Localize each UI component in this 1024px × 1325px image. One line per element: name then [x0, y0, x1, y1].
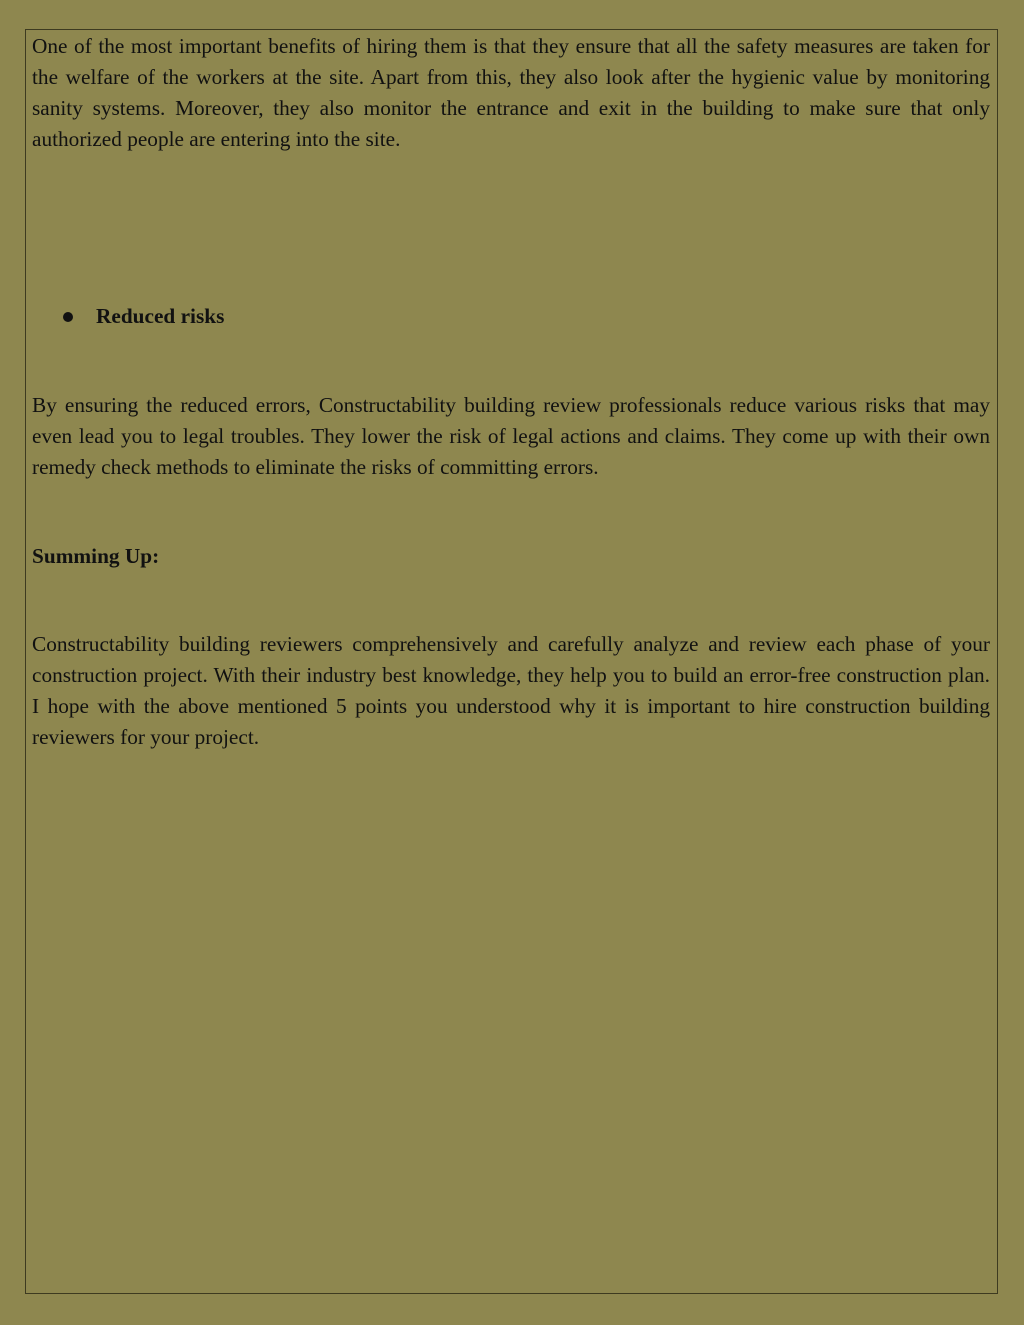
paragraph-safety-measures: One of the most important benefits of hiring them is that they ensure that all the safety measures are taken for the welfare of the workers at the site. Apart from this, they also look after the hygienic value by monitoring sanity systems. Moreover, they also monitor the entrance and exit in the building to make sure that only authorized people are entering into the site. [32, 34, 990, 151]
paragraph-reduced-risks: By ensuring the reduced errors, Constructability building review professionals reduce various risks that may even lead you to legal troubles. They lower the risk of legal actions and claims. They come up with their own remedy check methods to eliminate the risks of committing errors. [32, 393, 990, 479]
bullet-dot-icon [63, 312, 73, 322]
paragraph-summary: Constructability building reviewers comprehensively and carefully analyze and review each phase of your construction project. With their industry best knowledge, they help you to build an error-free construction plan. I hope with the above mentioned 5 points you understood why it is important to hire construction building reviewers for your project. [32, 632, 990, 749]
section-heading-summing-up: Summing Up: [32, 544, 160, 568]
bullet-label: Reduced risks [96, 304, 225, 328]
bullet-item-reduced-risks [60, 301, 224, 332]
